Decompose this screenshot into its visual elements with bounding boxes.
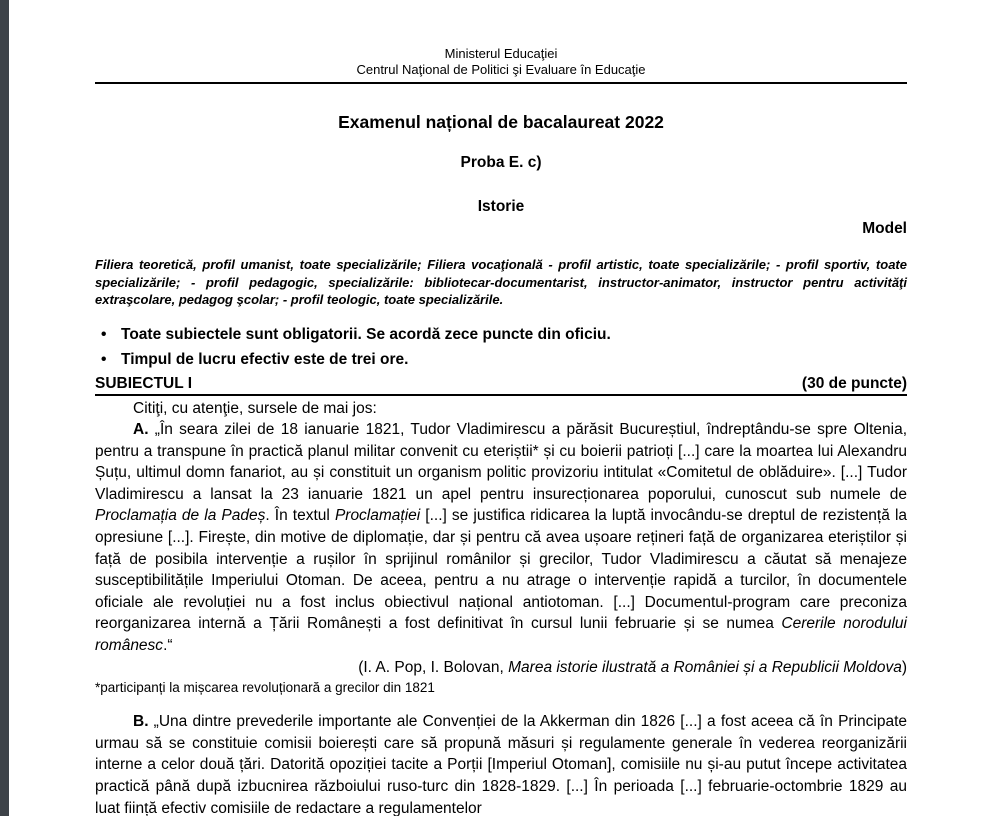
paragraph-gap — [95, 698, 907, 711]
source-b-paragraph: B. „Una dintre prevederile importante ale Convenției de la Akkerman din 1826 [...] a fost aceea că în Principate urmau să se constituie comisii boierești care să propună măsuri și regulamente generale în vederea reorganizării interne a celor două țări. Datorită opoziției tacite a Porții [Imperiul Otoman], comisiile nu și-au putut începe activitatea practică până după izbucnirea războiului ruso-turc din 1828-1829. [...] În perioada [...] februarie-octombrie 1829 au luat ființă efectiv comisiile de redactare a regulamentelor — [95, 713, 907, 816]
bullet-icon: • — [101, 325, 107, 343]
instructions-list — [95, 322, 907, 372]
center-name: Centrul Naţional de Politici şi Evaluare în Educaţie — [356, 62, 646, 77]
ministry-name: Ministerul Educaţiei — [444, 46, 558, 61]
sources-intro: Citiţi, cu atenţie, sursele de mai jos: — [133, 399, 377, 417]
exam-title: Examenul național de bacalaureat 2022 — [338, 112, 664, 132]
subject-heading-row — [95, 374, 907, 396]
bullet-icon: • — [101, 350, 107, 368]
source-a-paragraph: A. „În seara zilei de 18 ianuarie 1821, Tudor Vladimirescu a părăsit Bucureștiul, îndreptându-se spre Oltenia, pentru a transpune în practică planul militar convenit cu eteriștii* și cu boierii patrioți [...] care la moartea lui Alexandru Șuțu, ultimul domn fanariot, au și constituit un organism politic provizoriu intitulat «Comitetul de oblăduire». [...] Tudor Vladimirescu a lansat la 23 ianuarie 1821 un apel pentru insurecționarea poporului, cunoscut sub numele de Proclamația de la Padeș. În textul Proclamației [...] se justifica ridicarea la luptă invocându-se dreptul de rezistență la opresiune [...]. Firește, din motive de diplomație, dar și pentru că avea ușoare rețineri față de organizarea eteriștilor și față de posibila intervenție a rușilor în sprijinul românilor și grecilor, Tudor Vladimirescu a căutat să menajeze susceptibilitățile Imperiului Otoman. De aceea, pentru a nu atrage o intervenție rapidă a turcilor, în documentele oficiale ale revoluției nu a fost inclus obiectivul național antiotoman. [...] Documentul-program care preconiza reorganizarea internă a Țării Românești a fost definitivat în cursul lunii februarie și se numea Cererile norodului românesc.“ — [95, 421, 908, 655]
filiera-note: Filiera teoretică, profil umanist, toate specializările; Filiera vocaţională - profil artistic, toate specializările; - profil sportiv, toate specializările; - profil pedagogic, specializările: bibliotecar-documentarist, instructor-animator, instructor pentru activităţi extraşcolare, pedagog şcolar; - profil teologic, toate specializările. — [95, 257, 907, 307]
subject-points: (30 de puncte) — [801, 374, 907, 392]
ministry-header — [95, 0, 907, 84]
source-a-footnote: *participanți la mișcarea revoluționară a grecilor din 1821 — [95, 680, 435, 696]
instruction-item — [95, 322, 907, 347]
exam-variant-label: Model — [862, 220, 907, 237]
exam-subject: Istorie — [477, 198, 525, 215]
instruction-text: Toate subiectele sunt obligatorii. Se acordă zece puncte din oficiu. — [121, 325, 611, 343]
instruction-item — [95, 347, 907, 372]
page-content — [95, 0, 907, 816]
instruction-text: Timpul de lucru efectiv este de trei ore. — [121, 350, 409, 368]
exam-proba: Proba E. c) — [460, 154, 542, 171]
pdf-viewer-edge — [0, 0, 9, 816]
subject-heading: SUBIECTUL I — [95, 374, 193, 392]
source-a-citation: (I. A. Pop, I. Bolovan, Marea istorie ilustrată a României și a Republicii Moldova) — [358, 658, 907, 676]
